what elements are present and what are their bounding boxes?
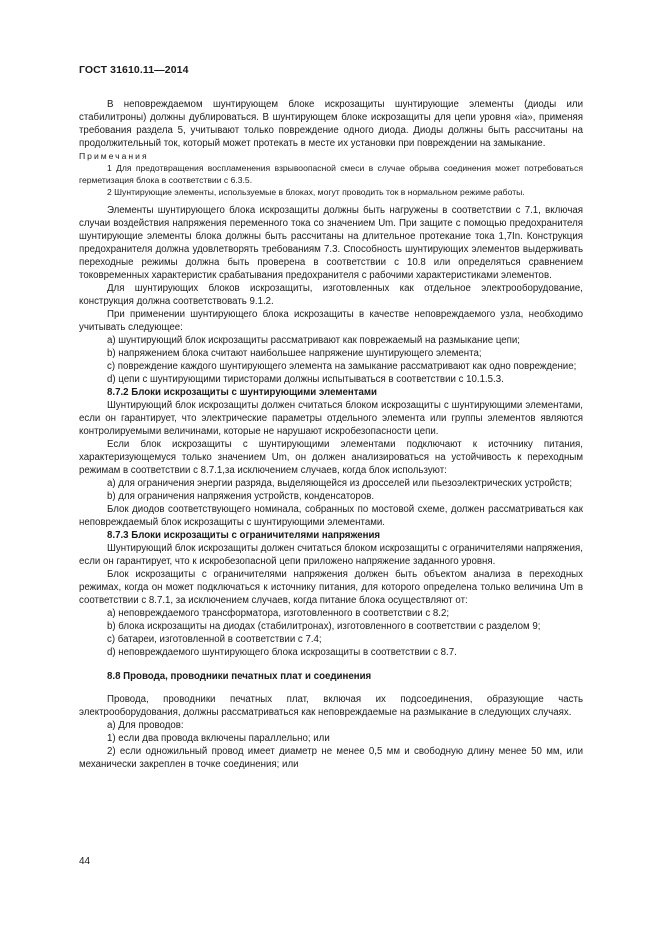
list-item: c) батареи, изготовленной в соответствии с 7.4; [107, 634, 322, 645]
list-item: а) для ограничения энергии разряда, выделяющейся из дросселей или пьезоэлектрических устройств; [107, 478, 573, 489]
list-item: c) повреждение каждого шунтирующего элемента на замыкание рассматривают как одно повреждение; [107, 361, 577, 372]
list-item: b) напряжением блока считают наибольшее напряжение шунтирующего элемента; [107, 348, 482, 359]
paragraph: Блок искрозащиты с ограничителями напряжения должен быть объектом анализа в переходных режимах, когда он может подключаться к источнику питания, для которого определена только величина Um в соответствии с 8.7.1, за исключением случаев, когда питание блока осуществляют от: [79, 569, 583, 606]
notes-heading: Примечания [79, 151, 149, 161]
paragraph: Элементы шунтирующего блока искрозащиты должны быть нагружены в соответствии с 7.1, включая случаи воздействия напряжения переменного тока со значением Um. При защите с помощью предохранителя шунтирующие элементы блока должны быть рассчитаны на длительное протекание тока 1,7In. Конструкция предохранителя должна удовлетворять требованиям 7.3. Способность шунтирующих элементов выдерживать переходные режимы должна быть проверена в соответствии с 10.8 или определяться сравнением токовременных характеристик срабатывания предохранителя с рабочими характеристиками элементов. [79, 205, 583, 281]
list-item: b) блока искрозащиты на диодах (стабилитронах), изготовленного в соответствии с разделом 9; [107, 621, 541, 632]
paragraph: Если блок искрозащиты с шунтирующими элементами подключают к источнику питания, характеризующемуся только значением Um, он должен анализироваться на устойчивость к переходным режимам в соответствии с 8.7.1,за исключением случаев, когда блок используют: [79, 439, 583, 476]
note-item: 1 Для предотвращения воспламенения взрывоопасной смеси в случае обрыва соединения может потребоваться герметизация блока в соответствии с 6.3.5. [79, 163, 583, 185]
list-item: b) для ограничения напряжения устройств, конденсаторов. [107, 491, 375, 502]
list-item: d) неповреждаемого шунтирующего блока искрозащиты в соответствии с 8.7. [107, 647, 457, 658]
note-item: 2 Шунтирующие элементы, используемые в блоках, могут проводить ток в нормальном режиме работы. [107, 187, 525, 197]
subsection-heading: 8.7.2 Блоки искрозащиты с шунтирующими элементами [107, 387, 377, 398]
paragraph: Для шунтирующих блоков искрозащиты, изготовленных как отдельное электрооборудование, конструкция должна соответствовать 9.1.2. [79, 283, 583, 307]
paragraph: Провода, проводники печатных плат, включая их подсоединения, образующие часть электрооборудования, должны рассматриваться как неповреждаемые на размыкание в следующих случаях. [79, 694, 583, 718]
paragraph: Блок диодов соответствующего номинала, собранных по мостовой схеме, должен рассматриваться как неповреждаемый блок искрозащиты с шунтирующими элементами. [79, 504, 583, 528]
page-number: 44 [79, 856, 91, 867]
list-item: 1) если два провода включены параллельно; или [107, 733, 330, 744]
paragraph: Шунтирующий блок искрозащиты должен считаться блоком искрозащиты с ограничителями напряжения, если он гарантирует, что к искробезопасной цепи приложено напряжение заданного уровня. [79, 543, 583, 567]
subsection-heading: 8.7.3 Блоки искрозащиты с ограничителями напряжения [107, 530, 381, 541]
list-item: 2) если одножильный провод имеет диаметр не менее 0,5 мм и свободную длину менее 50 мм, или механически закреплен в точке соединения; или [79, 746, 583, 770]
paragraph: В неповреждаемом шунтирующем блоке искрозащиты шунтирующие элементы (диоды или стабилитроны) должны дублироваться. В шунтирующем блоке искрозащиты для цепи уровня «ia», применяя требования раздела 5, учитывают только повреждение одного диода. Диоды должны быть рассчитаны на продолжительный ток, который может протекать в месте их установки при повреждении на замыкание. [79, 99, 583, 149]
list-item: d) цепи с шунтирующими тиристорами должны испытываться в соответствии с 10.1.5.3. [107, 374, 504, 385]
document-header: ГОСТ 31610.11—2014 [79, 64, 189, 76]
paragraph: При применении шунтирующего блока искрозащиты в качестве неповреждаемого узла, необходимо учитывать следующее: [79, 309, 583, 333]
section-heading: 8.8 Провода, проводники печатных плат и соединения [107, 671, 372, 682]
list-item: а) неповреждаемого трансформатора, изготовленного в соответствии с 8.2; [107, 608, 450, 619]
paragraph: Шунтирующий блок искрозащиты должен считаться блоком искрозащиты с шунтирующими элементами, если он гарантирует, что электрические параметры отдельного элемента или группы элементов являются контролируемыми величинами, которые не нарушают искробезопасности цепи. [79, 400, 583, 437]
list-item: а) шунтирующий блок искрозащиты рассматривают как поврежаемый на размыкание цепи; [107, 335, 520, 346]
page-body [79, 98, 583, 771]
list-item: а) Для проводов: [107, 720, 184, 731]
